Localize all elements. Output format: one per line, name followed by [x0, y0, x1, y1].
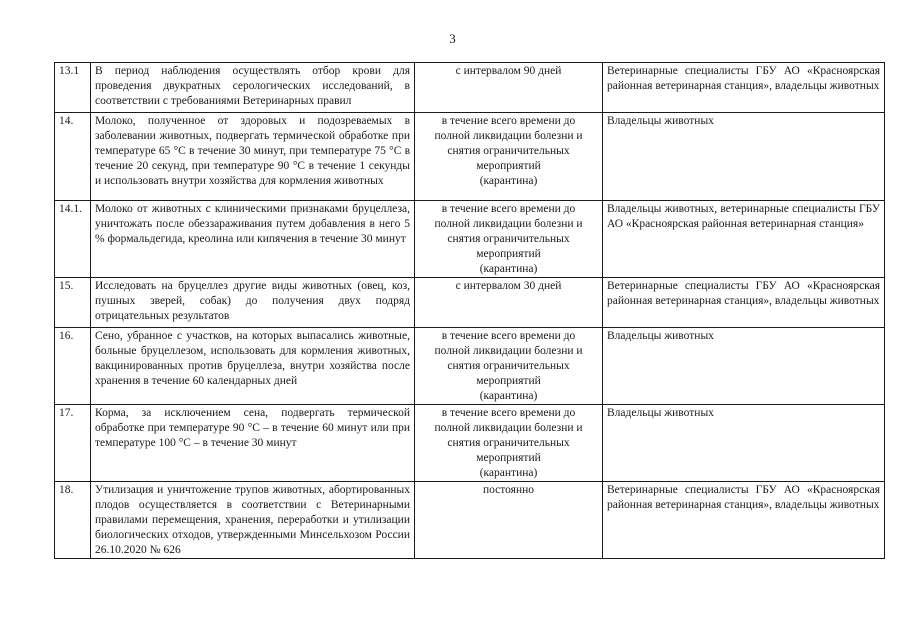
- table-row: [55, 63, 885, 113]
- page-number: 3: [449, 31, 456, 46]
- table-row: [55, 405, 885, 482]
- responsible-cell-text: Владельцы животных, ветеринарные специалисты ГБУ АО «Красноярская районная ветеринарная станция»: [607, 203, 880, 230]
- table-row: [55, 201, 885, 278]
- measure-cell: [91, 328, 415, 405]
- responsible-cell-text: Ветеринарные специалисты ГБУ АО «Красноярская районная ветеринарная станция», владельцы животных: [607, 280, 880, 307]
- term-cell-text: с интервалом 30 дней: [455, 280, 562, 292]
- measure-cell-text: В период наблюдения осуществлять отбор крови для проведения двукратных серологических исследований, в соответствии с требованиями Ветеринарных правил: [95, 65, 410, 107]
- row-number: [55, 113, 91, 201]
- term-cell: [415, 113, 603, 201]
- row-number-text: 18.: [59, 484, 74, 496]
- responsible-cell: [603, 278, 885, 328]
- measure-cell-text: Сено, убранное с участков, на которых выпасались животные, больные бруцеллезом, использовать для кормления животных, вакцинированных против бруцеллеза, внутри хозяйства после хранения в течение 60 календарных дней: [95, 330, 410, 387]
- responsible-cell: [603, 63, 885, 113]
- row-number-text: 13.1: [59, 65, 80, 77]
- row-number-text: 16.: [59, 330, 74, 342]
- measure-cell-text: Корма, за исключением сена, подвергать термической обработке при температуре 90 °С – в течение 60 минут или при температуре 100 °С – в течение 30 минут: [95, 407, 410, 449]
- term-cell: [415, 482, 603, 559]
- measure-cell: [91, 278, 415, 328]
- responsible-cell: [603, 405, 885, 482]
- table-row: [55, 278, 885, 328]
- row-number: [55, 482, 91, 559]
- measure-cell-text: Молоко от животных с клиническими признаками бруцеллеза, уничтожать после обеззараживания путем добавления в него 5 % формальдегида, креолина или кипячения в течение 30 минут: [95, 203, 410, 245]
- term-cell-text: в течение всего времени до полной ликвидации болезни и снятия ограничительных мероприятий (карантина): [434, 407, 583, 479]
- measure-cell: [91, 113, 415, 201]
- row-number-text: 14.1.: [59, 203, 82, 215]
- term-cell: [415, 405, 603, 482]
- responsible-cell: [603, 201, 885, 278]
- row-number: [55, 63, 91, 113]
- row-number-text: 14.: [59, 115, 74, 127]
- responsible-cell-text: Ветеринарные специалисты ГБУ АО «Красноярская районная ветеринарная станция», владельцы животных: [607, 65, 880, 92]
- term-cell-text: постоянно: [482, 484, 535, 496]
- table-row: [55, 482, 885, 559]
- responsible-cell: [603, 328, 885, 405]
- term-cell-text: в течение всего времени до полной ликвидации болезни и снятия ограничительных мероприятий (карантина): [434, 330, 583, 402]
- term-cell-text: в течение всего времени до полной ликвидации болезни и снятия ограничительных мероприятий (карантина): [434, 115, 583, 187]
- measure-cell-text: Молоко, полученное от здоровых и подозреваемых в заболевании животных, подвергать термической обработке при температуре 65 °С в течение 30 минут, при температуре 75 °С в течение 20 секунд, при температуре 90 °С в течение 1 секунды и использовать внутри хозяйства для кормления животных: [95, 115, 410, 187]
- responsible-cell-text: Ветеринарные специалисты ГБУ АО «Красноярская районная ветеринарная станция», владельцы животных: [607, 484, 880, 511]
- measure-cell: [91, 482, 415, 559]
- term-cell: [415, 278, 603, 328]
- row-number: [55, 328, 91, 405]
- measure-cell-text: Утилизация и уничтожение трупов животных, абортированных плодов осуществляется в соответствии с Ветеринарными правилами перемещения, хранения, переработки и утилизации биологических отходов, утвержденными Минсельхозом России 26.10.2020 № 626: [95, 484, 410, 556]
- responsible-cell: [603, 113, 885, 201]
- measure-cell: [91, 405, 415, 482]
- measures-table-body: [55, 63, 885, 559]
- measure-cell: [91, 63, 415, 113]
- responsible-cell-text: Владельцы животных: [607, 330, 714, 342]
- responsible-cell-text: Владельцы животных: [607, 115, 714, 127]
- measures-table: [54, 62, 885, 559]
- row-number: [55, 201, 91, 278]
- row-number-text: 17.: [59, 407, 74, 419]
- row-number: [55, 278, 91, 328]
- row-number: [55, 405, 91, 482]
- term-cell: [415, 201, 603, 278]
- table-row: [55, 328, 885, 405]
- responsible-cell-text: Владельцы животных: [607, 407, 714, 419]
- term-cell: [415, 328, 603, 405]
- term-cell-text: с интервалом 90 дней: [455, 65, 562, 77]
- table-row: [55, 113, 885, 201]
- measure-cell: [91, 201, 415, 278]
- row-number-text: 15.: [59, 280, 74, 292]
- term-cell: [415, 63, 603, 113]
- term-cell-text: в течение всего времени до полной ликвидации болезни и снятия ограничительных мероприятий (карантина): [434, 203, 583, 275]
- responsible-cell: [603, 482, 885, 559]
- measure-cell-text: Исследовать на бруцеллез другие виды животных (овец, коз, пушных зверей, собак) до получения двух подряд отрицательных результатов: [95, 280, 410, 322]
